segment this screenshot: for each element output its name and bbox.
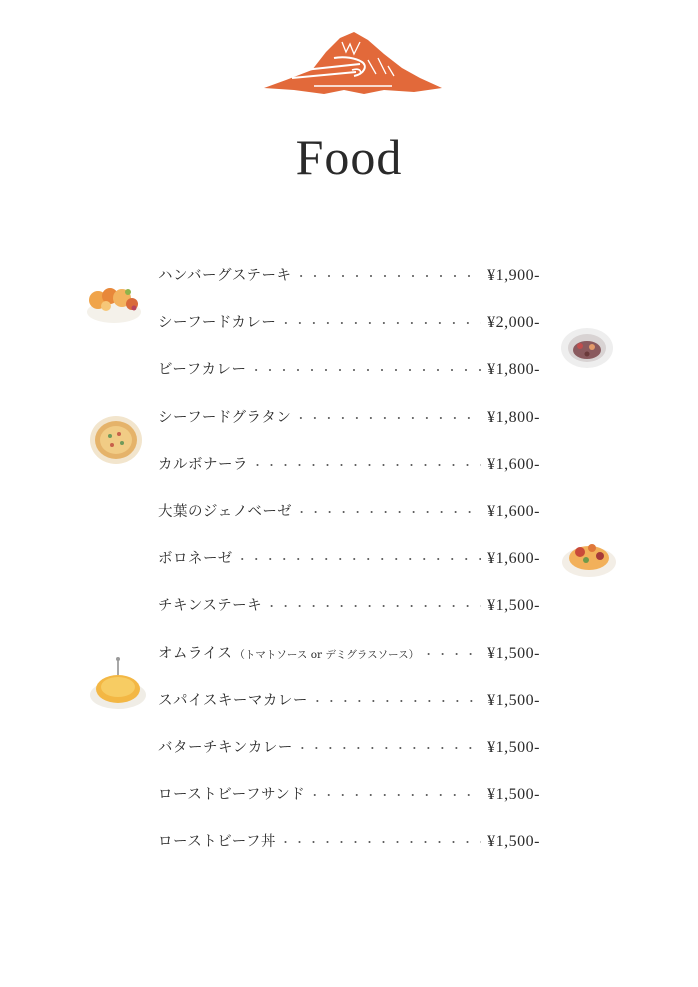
item-name: ローストビーフサンド xyxy=(158,787,306,804)
item-name: 大葉のジェノベーゼ xyxy=(158,503,293,520)
item-name: ビーフカレー xyxy=(158,362,247,379)
leader-dots xyxy=(280,315,481,331)
menu-item-bolognese xyxy=(158,547,540,594)
page-title: Food xyxy=(295,129,403,185)
item-name: オムライス xyxy=(158,645,233,662)
item-price: ¥1,500- xyxy=(487,691,540,709)
item-name: カルボナーラ xyxy=(158,456,248,473)
menu-item-beef-curry xyxy=(158,358,540,405)
menu-item-roast-beef-sandwich xyxy=(158,783,540,830)
menu-item-seafood-curry xyxy=(158,311,540,358)
item-price: ¥1,800- xyxy=(487,361,540,379)
leader-dots xyxy=(295,410,481,426)
leader-dots xyxy=(296,504,481,520)
item-name: ローストビーフ丼 xyxy=(158,834,276,851)
gratin-illustration xyxy=(88,412,144,468)
menu-item-seafood-gratin xyxy=(158,406,540,453)
item-price: ¥2,000- xyxy=(487,314,540,332)
leader-dots xyxy=(296,268,482,284)
item-note: （トマトソース or デミグラスソース） xyxy=(234,648,420,661)
pasta-illustration xyxy=(560,528,618,582)
item-price: ¥1,500- xyxy=(487,738,540,756)
burger-plate-illustration xyxy=(84,278,144,328)
menu-item-carbonara xyxy=(158,453,540,500)
item-name: ハンバーグステーキ xyxy=(158,268,292,284)
item-name: チキンステーキ xyxy=(158,598,263,615)
menu-item-roast-beef-bowl xyxy=(158,830,540,877)
leader-dots xyxy=(280,834,481,850)
menu-item-butter-chicken-curry xyxy=(158,736,540,783)
item-name: シーフードグラタン xyxy=(158,409,292,426)
item-name: ボロネーゼ xyxy=(158,551,233,568)
item-price: ¥1,500- xyxy=(487,644,540,662)
leader-dots xyxy=(423,646,481,662)
leader-dots xyxy=(237,551,481,567)
menu-item-ooba-genovese xyxy=(158,500,540,547)
item-price: ¥1,600- xyxy=(487,550,540,568)
leader-dots xyxy=(251,362,482,378)
item-price: ¥1,600- xyxy=(487,502,540,520)
omurice-illustration xyxy=(88,655,148,713)
menu-item-chicken-steak xyxy=(158,594,540,641)
item-name: バターチキンカレー xyxy=(158,739,293,756)
item-price: ¥1,500- xyxy=(487,833,540,851)
item-name: シーフードカレー xyxy=(158,315,277,332)
leader-dots xyxy=(312,693,481,709)
menu-list xyxy=(158,264,540,877)
mountain-logo-icon xyxy=(264,30,442,100)
item-name: スパイスキーマカレー xyxy=(158,692,308,709)
item-price: ¥1,900- xyxy=(487,267,540,284)
leader-dots xyxy=(297,740,481,756)
item-price: ¥1,500- xyxy=(487,597,540,615)
item-price: ¥1,800- xyxy=(487,408,540,426)
menu-item-omurice xyxy=(158,642,540,689)
leader-dots xyxy=(252,457,481,473)
item-price: ¥1,600- xyxy=(487,455,540,473)
leader-dots xyxy=(266,598,481,614)
seafood-curry-illustration xyxy=(558,318,616,372)
item-price: ¥1,500- xyxy=(487,786,540,804)
menu-item-hamburg-steak xyxy=(158,264,540,311)
menu-item-spice-keema-curry xyxy=(158,689,540,736)
leader-dots xyxy=(309,787,481,803)
